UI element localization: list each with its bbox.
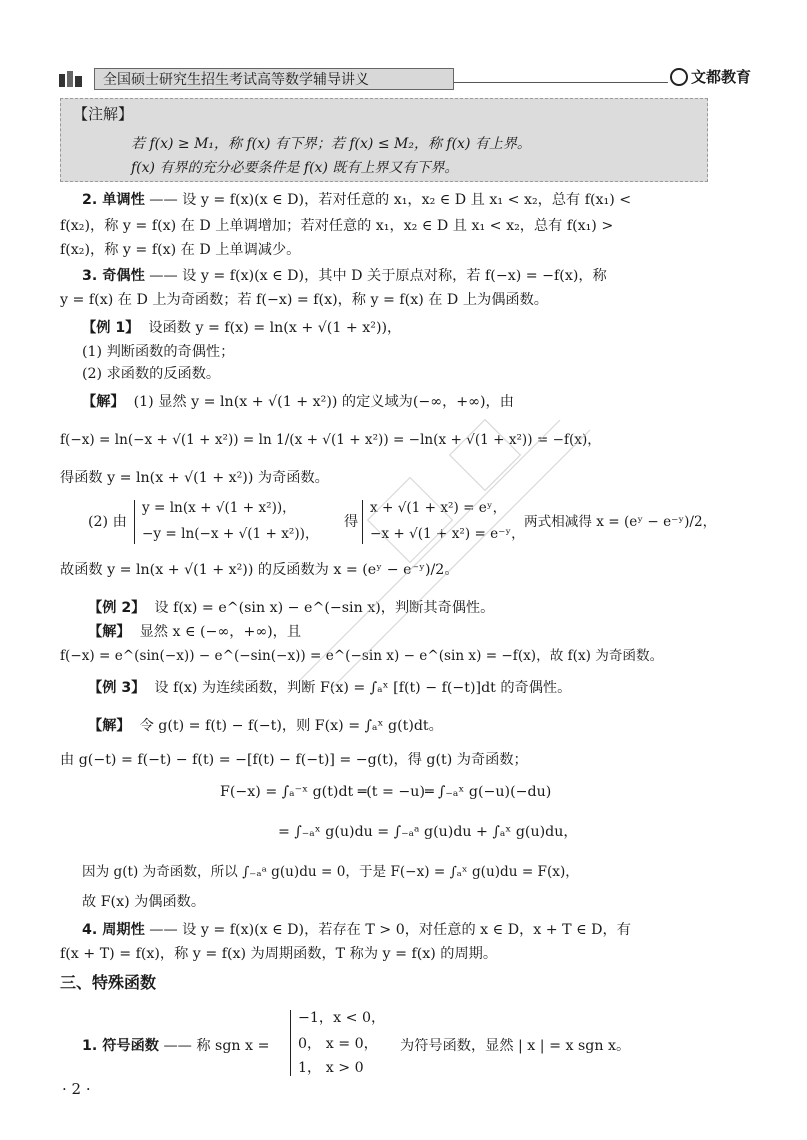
ex1-q2: (2) 求函数的反函数。 <box>82 366 221 382</box>
ex3-sol-2: 由 g(−t) = f(−t) − f(t) = −[f(t) − f(−t)] = −g(t)，得 g(t) 为奇函数； <box>60 752 528 768</box>
system-1-eq-2: −y = ln(−x + √(1 + x²))， <box>142 526 319 542</box>
header-rule <box>454 82 668 83</box>
ex1-sol-3: 得函数 y = ln(x + √(1 + x²)) 为奇函数。 <box>60 470 329 486</box>
note-line-1: 若 f(x) ≥ M₁，称 f(x) 有下界；若 f(x) ≤ M₂，称 f(x) 有上界。 <box>131 136 531 152</box>
ex2-statement <box>88 598 494 618</box>
brand-name: 文都教育 <box>691 68 752 86</box>
section-heading: 三、特殊函数 <box>60 973 157 992</box>
ex1-sol-5: 故函数 y = ln(x + √(1 + x²)) 的反函数为 x = (eʸ − e⁻ʸ)/2。 <box>60 562 459 578</box>
ex3-tag: 【例 3】 <box>88 680 146 696</box>
sign-case-1: −1，x < 0， <box>298 1010 386 1026</box>
sign-brace <box>290 1010 291 1076</box>
ex3-sol-tag: 【解】 <box>88 718 131 734</box>
period-line-2: f(x + T) = f(x)，称 y = f(x) 为周期函数，T 称为 y = f(x) 的周期。 <box>60 946 498 962</box>
period-heading: 4. 周期性 <box>82 922 145 938</box>
ex1-sol-1 <box>82 392 514 412</box>
ex1-q1: (1) 判断函数的奇偶性； <box>82 344 235 360</box>
ex1-tag: 【例 1】 <box>82 320 140 336</box>
ex1-text: 设函数 y = f(x) = ln(x + √(1 + x²))， <box>148 320 402 336</box>
ex2-sol-2: f(−x) = e^(sin(−x)) − e^(−sin(−x)) = e^(−sin x) − e^(sin x) = −f(x)，故 f(x) 为奇函数。 <box>60 648 664 664</box>
book-icon <box>58 70 84 88</box>
note-box <box>60 98 708 182</box>
sign-heading: 1. 符号函数 <box>82 1038 159 1054</box>
note-tag: 【注解】 <box>73 105 134 123</box>
monotone-line-2: f(x₂)，称 y = f(x) 在 D 上单调增加；若对任意的 x₁，x₂ ∈ D 且 x₁ < x₂，总有 f(x₁) > <box>60 218 614 234</box>
system-2-eq-1: x + √(1 + x²) = eʸ， <box>370 500 507 516</box>
sign-case-2: 0， x = 0， <box>298 1036 378 1052</box>
ex1-statement <box>82 318 401 338</box>
system-1-eq-1: y = ln(x + √(1 + x²))， <box>142 500 296 516</box>
monotone-text-1: —— 设 y = f(x)(x ∈ D)，若对任意的 x₁，x₂ ∈ D 且 x₁ < x₂，总有 f(x₁) < <box>144 192 632 208</box>
page-header <box>58 64 752 94</box>
ex3-sol-4: = ∫₋ₐˣ g(u)du = ∫₋ₐᵃ g(u)du + ∫ₐˣ g(u)du， <box>278 824 578 840</box>
ex3-sol-1 <box>88 716 443 736</box>
ex1-sol-tag: 【解】 <box>82 394 125 410</box>
brand-logo-text <box>670 66 751 87</box>
ex2-text: 设 f(x) = e^(sin x) − e^(−sin x)，判断其奇偶性。 <box>154 600 495 616</box>
monotone-heading: 2. 单调性 <box>82 192 145 208</box>
ex3-statement <box>88 678 571 698</box>
ex3-sol-6: 故 F(x) 为偶函数。 <box>82 894 206 910</box>
ex3-sol-5: 因为 g(t) 为奇函数，所以 ∫₋ₐᵃ g(u)du = 0，于是 F(−x) = ∫ₐˣ g(u)du = F(x)， <box>82 864 579 880</box>
sign-case-3: 1， x > 0 <box>298 1060 364 1076</box>
ex2-sol-text-1: 显然 x ∈ (−∞，+∞)，且 <box>139 624 302 640</box>
parity-line-2: y = f(x) 在 D 上为奇函数；若 f(−x) = f(x)，称 y = f(x) 在 D 上为偶函数。 <box>60 292 548 308</box>
system-brace-1 <box>134 500 135 544</box>
ex2-tag: 【例 2】 <box>88 600 146 616</box>
ex3-sol-3: F(−x) = ∫ₐ⁻ˣ g(t)dt ═(t = −u)═ ∫₋ₐˣ g(−u)(−du) <box>220 784 552 800</box>
ex3-text: 设 f(x) 为连续函数，判断 F(x) = ∫ₐˣ [f(t) − f(−t)]dt 的奇偶性。 <box>154 680 572 696</box>
brand-logo-icon <box>670 68 688 86</box>
parity-text-1: —— 设 y = f(x)(x ∈ D)，其中 D 关于原点对称，若 f(−x) = −f(x)，称 <box>144 268 607 284</box>
system-2-eq-2: −x + √(1 + x²) = e⁻ʸ， <box>370 526 525 542</box>
parity-line-1 <box>82 266 607 286</box>
parity-heading: 3. 奇偶性 <box>82 268 145 284</box>
monotone-line-3: f(x₂)，称 y = f(x) 在 D 上单调减少。 <box>60 242 301 258</box>
note-line-2: f(x) 有界的充分必要条件是 f(x) 既有上界又有下界。 <box>131 160 459 176</box>
sign-lead <box>82 1036 269 1056</box>
monotone-line-1 <box>82 190 631 210</box>
ex1-sol-4b: 得 <box>344 514 359 530</box>
sign-lead-text: —— 称 sgn x = <box>158 1038 270 1054</box>
ex3-sol-text-1: 令 g(t) = f(t) − f(−t)，则 F(x) = ∫ₐˣ g(t)dt。 <box>139 718 443 734</box>
ex2-sol-1 <box>88 622 301 642</box>
sign-tail: 为符号函数，显然 | x | = x sgn x。 <box>400 1038 631 1054</box>
ex1-sol-4c: 两式相减得 x = (eʸ − e⁻ʸ)/2， <box>524 514 717 530</box>
ex1-sol-2: f(−x) = ln(−x + √(1 + x²)) = ln 1/(x + √(1 + x²)) = −ln(x + √(1 + x²)) = −f(x)， <box>60 432 601 448</box>
period-text-1: —— 设 y = f(x)(x ∈ D)，若存在 T > 0，对任意的 x ∈ D，x + T ∈ D，有 <box>144 922 631 938</box>
system-brace-2 <box>362 500 363 544</box>
header-title: 全国硕士研究生招生考试高等数学辅导讲义 <box>94 68 454 90</box>
period-line-1 <box>82 920 631 940</box>
ex2-sol-tag: 【解】 <box>88 624 131 640</box>
ex1-sol-text-1: (1) 显然 y = ln(x + √(1 + x²)) 的定义域为(−∞，+∞)，由 <box>133 394 514 410</box>
page-number: · 2 · <box>62 1080 91 1098</box>
ex1-sol-4a: (2) 由 <box>88 514 127 530</box>
